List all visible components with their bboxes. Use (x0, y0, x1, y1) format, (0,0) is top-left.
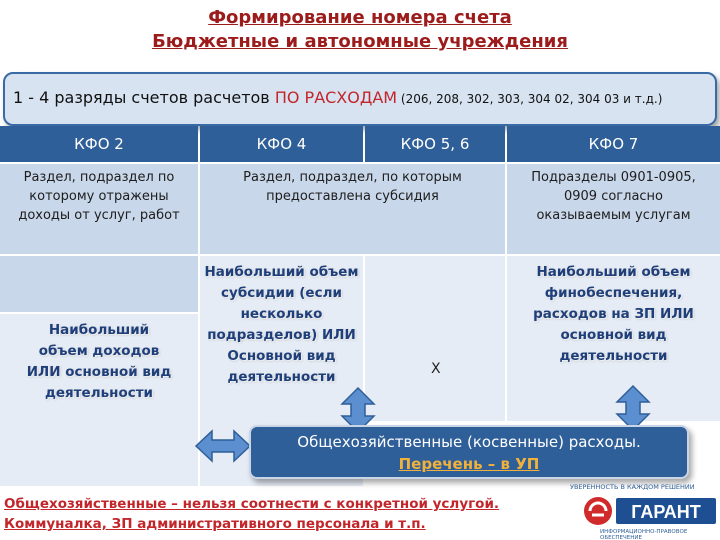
title-line2: Бюджетные и автономные учреждения (152, 31, 568, 52)
cell-kfo2-gap (0, 256, 198, 312)
logo-tagline: УВЕРЕННОСТЬ В КАЖДОМ РЕШЕНИИ (570, 483, 695, 491)
col-header-kfo56: КФО 5, 6 (365, 126, 505, 162)
note-line2: Коммуналка, ЗП административного персонала и т.п. (4, 516, 426, 532)
banner (3, 72, 717, 126)
banner-prefix: 1 - 4 разряды счетов расчетов (13, 88, 275, 107)
page-title (0, 6, 720, 54)
logo-bottom-text: ИНФОРМАЦИОННО-ПРАВОВОЕ ОБЕСПЕЧЕНИЕ (600, 529, 688, 540)
kfo7-bottom-text: Наибольший объем финобеспечения, расходов на ЗП ИЛИ основной вид деятельности (533, 264, 694, 364)
kfo7-top-text: Подразделы 0901-0905, 0909 согласно оказываемым услугам (531, 170, 696, 223)
kfo56-x-mark: Х (431, 361, 441, 377)
banner-accent: ПО РАСХОДАМ (274, 88, 398, 107)
kfo4-bottom-text: Наибольший объем субсидии (если несколько подразделов) ИЛИ Основной вид деятельности (204, 264, 359, 385)
col-header-kfo2: КФО 2 (0, 126, 198, 162)
title-line1: Формирование номера счета (208, 7, 512, 28)
note-line1: Общехозяйственные – нельзя соотнести с конкретной услугой. (4, 496, 500, 512)
cell-kfo56-bottom (365, 256, 505, 421)
bottom-note (4, 494, 544, 534)
callout-link[interactable]: Перечень – в УП (398, 455, 540, 473)
garant-logo-icon (582, 494, 718, 528)
kfo2-top-text: Раздел, подраздел по которому отражены доходы от услуг, работ (18, 170, 180, 223)
banner-codes: (206, 208, 302, 303, 304 02, 304 03 и т.д.) (397, 92, 663, 106)
logo-name: ГАРАНТ (631, 502, 701, 522)
callout-line1: Общехозяйственные (косвенные) расходы. (297, 433, 641, 451)
col-header-kfo4: КФО 4 (200, 126, 363, 162)
horizontal-double-arrow-icon (194, 428, 252, 464)
kfo456-top-text: Раздел, подраздел, по которым предоставлена субсидия (243, 170, 462, 204)
col-header-kfo7: КФО 7 (507, 126, 720, 162)
overhead-callout (249, 425, 689, 479)
kfo2-bottom-text: Наибольший объем доходов ИЛИ основной вид деятельности (26, 322, 172, 401)
